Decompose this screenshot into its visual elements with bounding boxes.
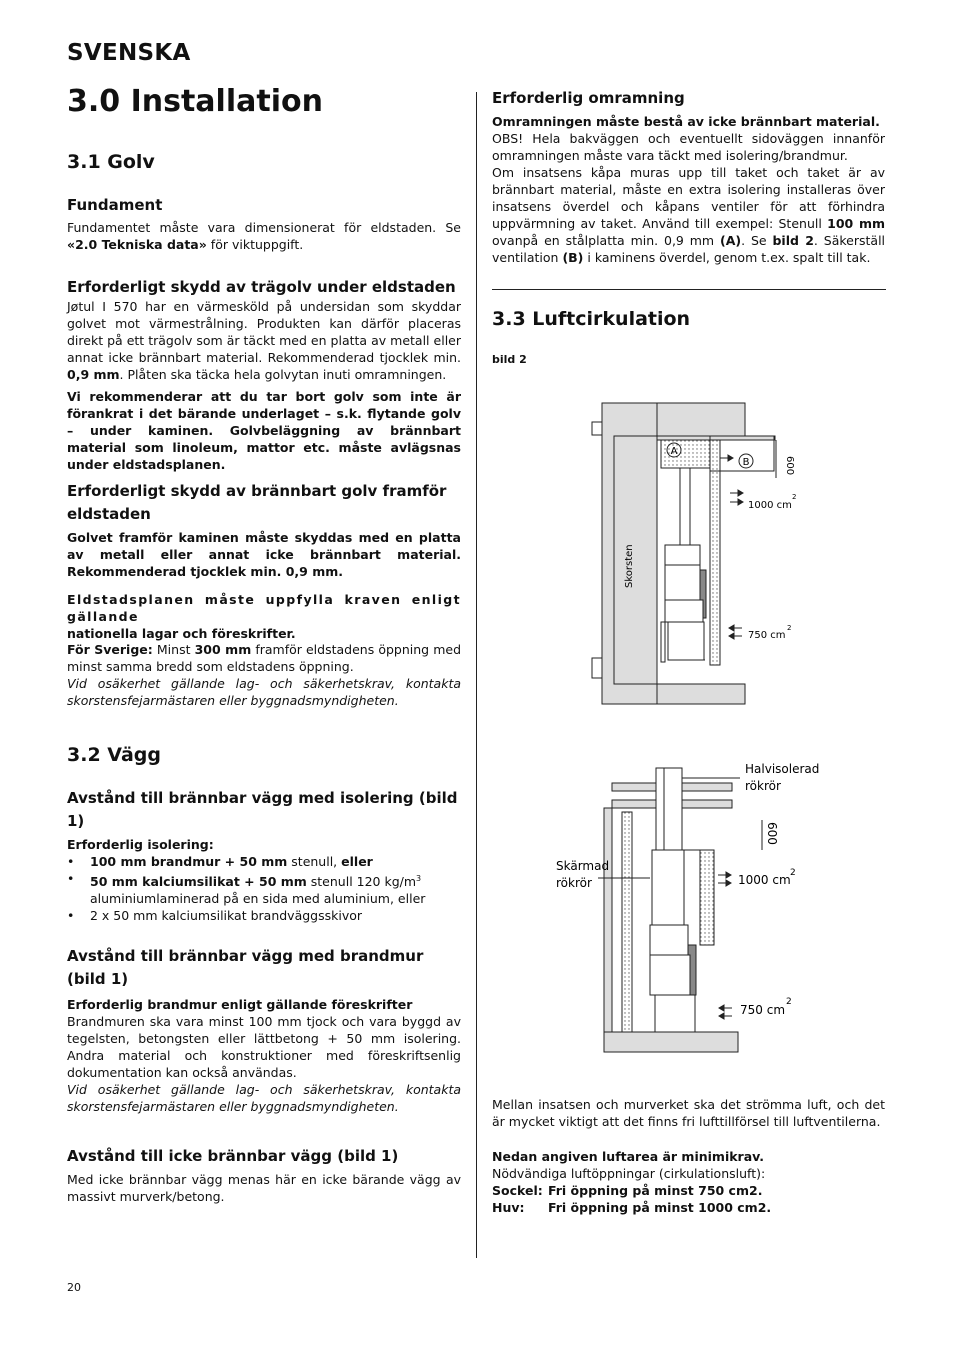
- text-tragolv: Jøtul I 570 har en värmesköld på undersidan som skyddar golvet mot värmestrålning. Produkten kan därför placeras direkt på ett trägolv som är täckt med en platta av metall eller annat icke brännbart material. Rekommenderad tjocklek min. 0,9 mm. Plåten ska täcka hela golvytan inuti omramningen.: [67, 299, 461, 382]
- list-item: • 2 x 50 mm kalciumsilikat brandväggsskivor: [67, 907, 461, 924]
- section-divider: [492, 289, 886, 290]
- text-tragolv-bold: Vi rekommenderar att du tar bort golv som inte är förankrat i det bärande underlaget – s.k. flytande golv – under kaminen. Golvbeläggning av brännbart material som linoleum, mattor etc. måste avlägsnas under eldstadsplanen.: [67, 389, 461, 472]
- fig1-sup-top: 2: [792, 493, 797, 501]
- language-label: SVENSKA: [67, 40, 191, 66]
- text-luft: Mellan insatsen och murverket ska det strömma luft, och det är mycket viktigt att det finns fri lufttillförsel till luftventilerna.: [492, 1097, 885, 1129]
- fig2-sup-bottom: 2: [786, 997, 792, 1007]
- text-brandmur: Brandmuren ska vara minst 100 mm tjock och vara byggd av tegelsten, betongsten eller lättbetong + 50 mm isolering. Andra material och konstruktioner med föreskriftsenlig dokumentation kan också användas. Vid osäkerhet gällande lag- och säkerhetskrav, kontakta skorstensfejarmästaren eller byggnadsmyndigheten.: [67, 1014, 461, 1114]
- fig2-area-bottom: 750 cm: [740, 1003, 786, 1017]
- section-heading-golv: 3.1 Golv: [67, 151, 155, 173]
- heading-icke: Avstånd till icke brännbar vägg (bild 1): [67, 1147, 399, 1165]
- isolering-list: [67, 853, 461, 924]
- text-minimikrav: Nedan angiven luftarea är minimikrav.: [492, 1149, 765, 1164]
- text-icke: Med icke brännbar vägg menas här en icke bärande vägg av massivt murverk/betong.: [67, 1172, 461, 1204]
- label-brandmur: Erforderlig brandmur enligt gällande föreskrifter: [67, 997, 413, 1012]
- fig1-sup-bottom: 2: [787, 624, 792, 632]
- text-nodvandiga: Nödvändiga luftöppningar (cirkulationsluft):: [492, 1166, 766, 1181]
- text-omramning-bold: Omramningen måste bestå av icke brännbart material.: [492, 114, 880, 129]
- row-sockel: Sockel: Fri öppning på minst 750 cm2.: [492, 1183, 763, 1198]
- section-heading-luft: 3.3 Luftcirkulation: [492, 308, 691, 330]
- list-item: • 50 mm kalciumsilikat + 50 mm stenull 120 $kg/m^3$ aluminiumlaminerad på en sida med aluminium, eller: [67, 870, 461, 907]
- label-isolering: Erforderlig isolering:: [67, 837, 214, 852]
- row-huv: Huv: Fri öppning på minst 1000 cm2.: [492, 1200, 772, 1215]
- heading-fundament: Fundament: [67, 196, 163, 214]
- fig1-area-bottom: 750 cm: [748, 630, 786, 641]
- fig1-area-top: 1000 cm: [748, 500, 792, 511]
- text-fundament: Fundamentet måste vara dimensionerat för eldstaden. Se «2.0 Tekniska data» för viktuppgift.: [67, 220, 461, 252]
- text-omramning: OBS! Hela bakväggen och eventuellt sidoväggen innanför omramningen måste vara täckt med isolering/brandmur. Om insatsens kåpa muras upp till taket och taket är av brännbart material, måste en extra isolering installeras över insatsens överdel och kåpans ventiler för att förhindra uppvärmning av taket. Använd till exempel: Stenull 100 mm ovanpå en stålplatta min. 0,9 mm (A). Se bild 2. Säkerställ ventilation (B) i kaminens överdel, genom t.ex. spalt till tak.: [492, 131, 886, 265]
- text-framfor-bold: Golvet framför kaminen måste skyddas med en platta av metall eller annat icke brännbart material. Rekommenderad tjocklek min. 0,9 mm.: [67, 530, 461, 579]
- fig1-chimney-label: Skorsten: [624, 544, 635, 588]
- heading-brandmur: Avstånd till brännbar vägg med brandmur (bild 1): [67, 947, 424, 988]
- column-divider: [476, 92, 477, 1258]
- page-title: 3.0 Installation: [67, 84, 323, 119]
- section-heading-vagg: 3.2 Vägg: [67, 744, 161, 766]
- fig2-label-screen: Skärmad: [556, 859, 610, 873]
- fig2-label-pipe: Halvisolerad: [745, 762, 820, 776]
- page-number: 20: [67, 1281, 81, 1294]
- figure-caption: bild 2: [492, 353, 527, 366]
- heading-isolering: Avstånd till brännbar vägg med isolering (bild 1): [67, 789, 458, 830]
- fig2-label-pipe2: rökrör: [745, 779, 781, 793]
- fig1-label-b: B: [742, 457, 750, 468]
- text-sverige: För Sverige: Minst 300 mm framför eldstadens öppning med minst samma bredd som eldstadens öppning. Vid osäkerhet gällande lag- och säkerhetskrav, kontakta skorstensfejarmästaren eller byggnadsmyndigheten.: [67, 642, 462, 708]
- heading-omramning: Erforderlig omramning: [492, 89, 685, 107]
- fig2-label-screen2: rökrör: [556, 876, 592, 890]
- heading-framfor: Erforderligt skydd av brännbart golv framför eldstaden: [67, 482, 447, 523]
- heading-tragolv: Erforderligt skydd av trägolv under eldstaden: [67, 278, 456, 296]
- text-framfor-spaced: Eldstadsplanen måste uppfylla kraven enligt gällande nationella lagar och föreskrifter.: [67, 592, 461, 641]
- fig2-area-top: 1000 cm: [738, 873, 791, 887]
- fig2-dim-600: 600: [765, 822, 779, 845]
- fig1-dim-600: 600: [784, 456, 795, 476]
- fig1-label-a: A: [670, 446, 678, 457]
- list-item: • 100 mm brandmur + 50 mm stenull, eller: [67, 853, 461, 870]
- figure-air-circulation-1: [560, 395, 860, 715]
- figure-air-circulation-2: [550, 760, 840, 1060]
- fig2-sup-top: 2: [790, 868, 796, 878]
